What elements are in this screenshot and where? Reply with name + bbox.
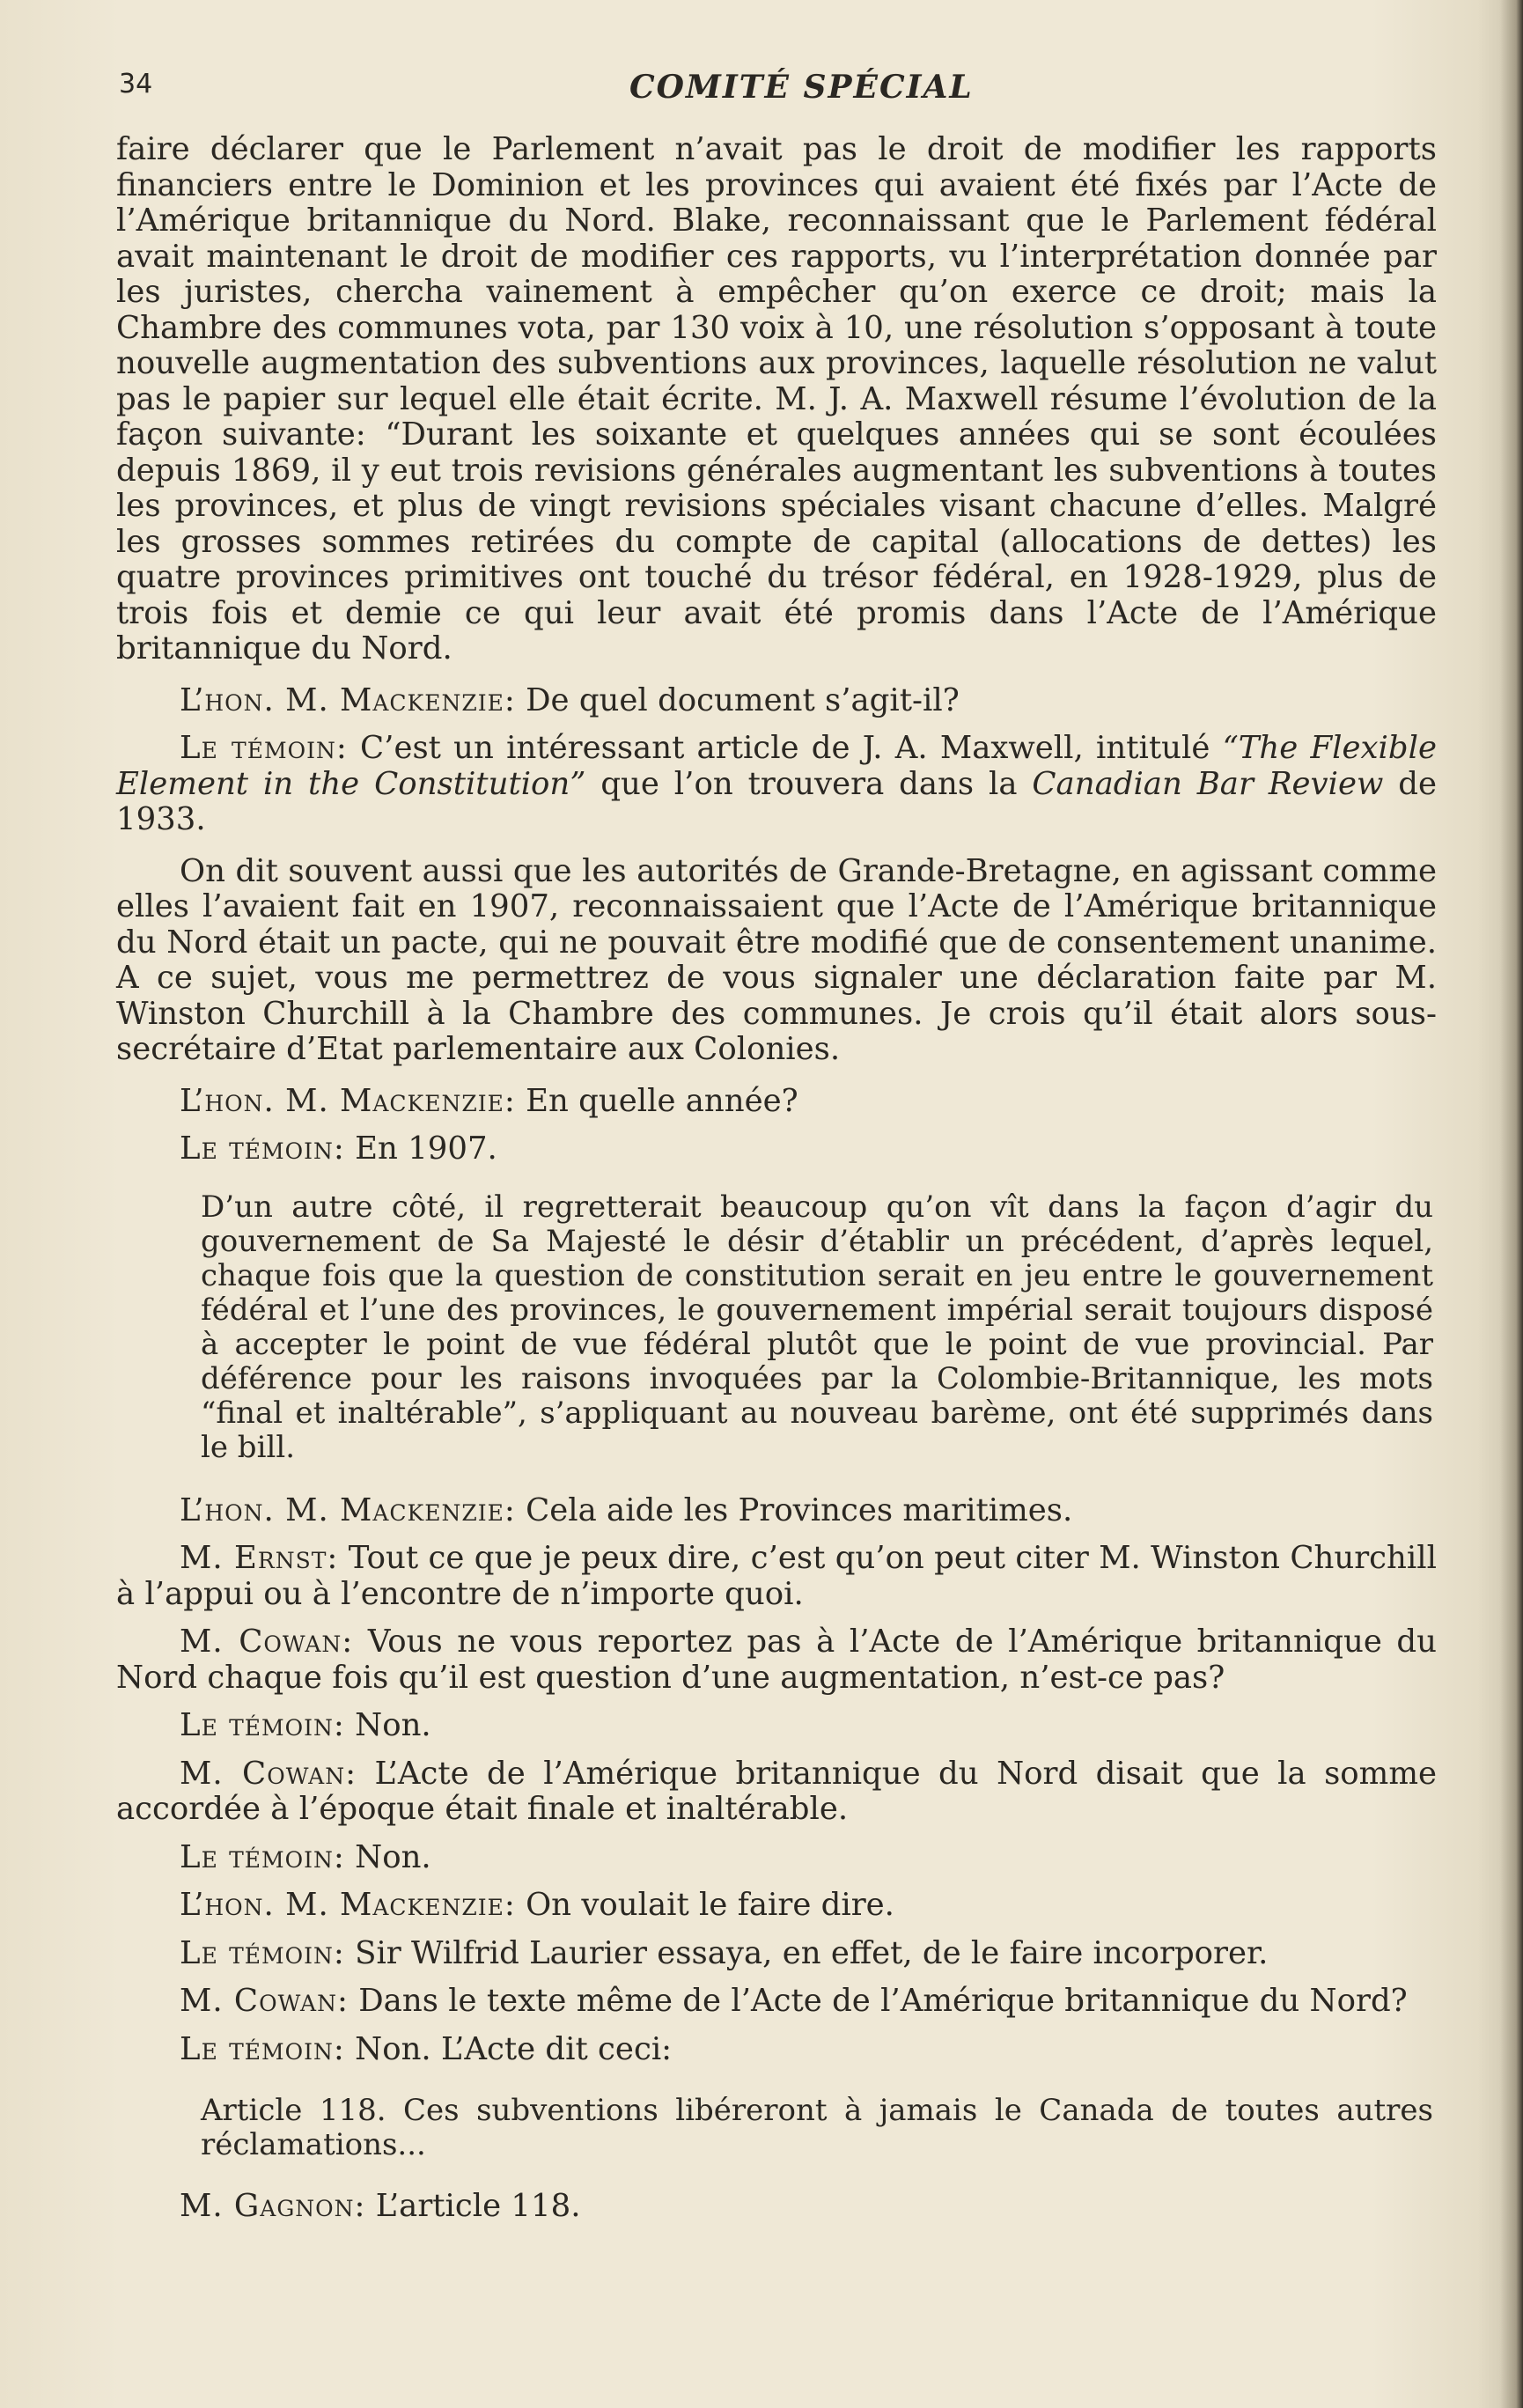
speaker: Le témoin: bbox=[180, 1130, 345, 1167]
dialogue-paragraph bbox=[116, 731, 1437, 838]
dialogue-paragraph bbox=[116, 1493, 1437, 1529]
dialogue-paragraph bbox=[116, 683, 1437, 719]
dialogue-paragraph bbox=[116, 1541, 1437, 1612]
speech: Dans le texte même de l’Acte de l’Amérique britannique du Nord? bbox=[348, 1983, 1408, 2019]
header-title: COMITÉ SPÉCIAL bbox=[629, 69, 974, 106]
journal-title: Canadian Bar Review bbox=[1032, 765, 1384, 802]
page-number: 34 bbox=[119, 69, 153, 99]
speaker: M. Cowan: bbox=[180, 1983, 349, 2019]
block-quote: Article 118. Ces subventions libéreront à jamais le Canada de toutes autres réclamations... bbox=[201, 2093, 1433, 2162]
speech: Tout ce que je peux dire, c’est qu’on peut citer M. Winston Churchill à l’appui ou à l’encontre de n’importe quoi. bbox=[116, 1540, 1437, 1612]
speaker: Le témoin: bbox=[180, 1707, 345, 1743]
speaker: M. Ernst: bbox=[180, 1540, 339, 1576]
dialogue-paragraph bbox=[116, 1131, 1437, 1167]
dialogue-paragraph bbox=[116, 1084, 1437, 1120]
speech: Non. bbox=[344, 1838, 431, 1875]
speech: L’Acte de l’Amérique britannique du Nord disait que la somme accordée à l’époque était finale et inaltérable. bbox=[116, 1755, 1437, 1827]
dialogue-paragraph bbox=[116, 1936, 1437, 1972]
speech: En quelle année? bbox=[515, 1082, 798, 1119]
speech: Cela aide les Provinces maritimes. bbox=[515, 1491, 1073, 1528]
speech: de 1933. bbox=[116, 765, 1437, 837]
speech: Non. L’Acte dit ceci: bbox=[344, 2030, 673, 2067]
dialogue-paragraph bbox=[116, 1888, 1437, 1924]
speech: Vous ne vous reportez pas à l’Acte de l’Amérique britannique du Nord chaque fois qu’il est question d’une augmentation, n’est-ce pas? bbox=[116, 1624, 1438, 1696]
speaker: Le témoin: bbox=[180, 730, 348, 766]
speaker: Le témoin: bbox=[180, 2030, 345, 2067]
speech: L’article 118. bbox=[365, 2188, 581, 2224]
speaker: M. Cowan: bbox=[180, 1624, 354, 1660]
dialogue-paragraph bbox=[116, 2189, 1437, 2225]
speaker: Le témoin: bbox=[180, 1838, 345, 1875]
article-title: “The Flexible Element in the Constitution” bbox=[116, 730, 1437, 802]
paragraph: faire déclarer que le Parlement n’avait pas le droit de modifier les rapports financiers entre le Dominion et les provinces qui avaient été fixés par l’Acte de l’Amérique britannique du Nord. Blake, reconnaissant que le Parlement fédéral avait maintenant le droit de modifier ces rapports, vu l’interprétation donnée par les juristes, chercha vainement à empêcher qu’on exerce ce droit; mais la Chambre des communes vota, par 130 voix à 10, une résolution s’opposant à toute nouvelle augmentation des subventions aux provinces, laquelle résolution ne valut pas le papier sur lequel elle était écrite. M. J. A. Maxwell résume l’évolution de la façon suivante: “Durant les soixante et quelques années qui se sont écoulées depuis 1869, il y eut trois revisions générales augmentant les subventions à toutes les provinces, et plus de vingt revisions spéciales visant chacune d’elles. Malgré les grosses sommes retirées du compte de capital (allocations de dettes) les quatre provinces primitives ont touché du trésor fédéral, en 1928-1929, plus de trois fois et demie ce qui leur avait été promis dans l’Acte de l’Amérique britannique du Nord. bbox=[116, 131, 1437, 666]
dialogue-paragraph bbox=[116, 1756, 1437, 1828]
speaker: L’hon. M. Mackenzie: bbox=[180, 1887, 516, 1923]
page-binding-edge bbox=[1500, 0, 1523, 2408]
dialogue-paragraph bbox=[116, 1624, 1437, 1696]
speaker: L’hon. M. Mackenzie: bbox=[180, 1491, 516, 1528]
body-text bbox=[116, 132, 1437, 2237]
speech: Non. bbox=[344, 1707, 431, 1743]
speech: On voulait le faire dire. bbox=[515, 1887, 894, 1923]
speech: De quel document s’agit-il? bbox=[515, 681, 960, 718]
dialogue-paragraph bbox=[116, 1984, 1437, 2020]
speaker: L’hon. M. Mackenzie: bbox=[180, 681, 516, 718]
speaker: Le témoin: bbox=[180, 1934, 345, 1971]
dialogue-paragraph bbox=[116, 1708, 1437, 1744]
block-quote: D’un autre côté, il regretterait beaucoup qu’on vît dans la façon d’agir du gouvernement de Sa Majesté le désir d’établir un précédent, d’après lequel, chaque fois que la question de constitution serait en jeu entre le gouvernement fédéral et l’une des provinces, le gouvernement impérial serait toujours disposé à accepter le point de vue fédéral plutôt que le point de vue provincial. Par déférence pour les raisons invoquées par la Colombie-Britannique, les mots “final et inaltérable”, s’appliquant au nouveau barème, ont été supprimés dans le bill. bbox=[201, 1189, 1433, 1465]
paragraph: On dit souvent aussi que les autorités de Grande-Bretagne, en agissant comme elles l’avaient fait en 1907, reconnaissaient que l’Acte de l’Amérique britannique du Nord était un pacte, qui ne pouvait être modifié que de consentement unanime. A ce sujet, vous me permettrez de vous signaler une déclaration faite par M. Winston Churchill à la Chambre des communes. Je crois qu’il était alors sous-secrétaire d’Etat parlementaire aux Colonies. bbox=[116, 852, 1437, 1067]
speaker: M. Cowan: bbox=[180, 1755, 357, 1792]
dialogue-paragraph bbox=[116, 1840, 1437, 1876]
speaker: L’hon. M. Mackenzie: bbox=[180, 1082, 516, 1119]
running-head bbox=[119, 69, 1439, 114]
dialogue-paragraph bbox=[116, 2032, 1437, 2068]
speaker: M. Gagnon: bbox=[180, 2188, 366, 2224]
speech: C’est un intéressant article de J. A. Maxwell, intitulé bbox=[347, 730, 1223, 766]
speech: Sir Wilfrid Laurier essaya, en effet, de le faire incorporer. bbox=[344, 1934, 1269, 1971]
speech: En 1907. bbox=[344, 1130, 497, 1167]
speech: que l’on trouvera dans la bbox=[585, 765, 1033, 802]
